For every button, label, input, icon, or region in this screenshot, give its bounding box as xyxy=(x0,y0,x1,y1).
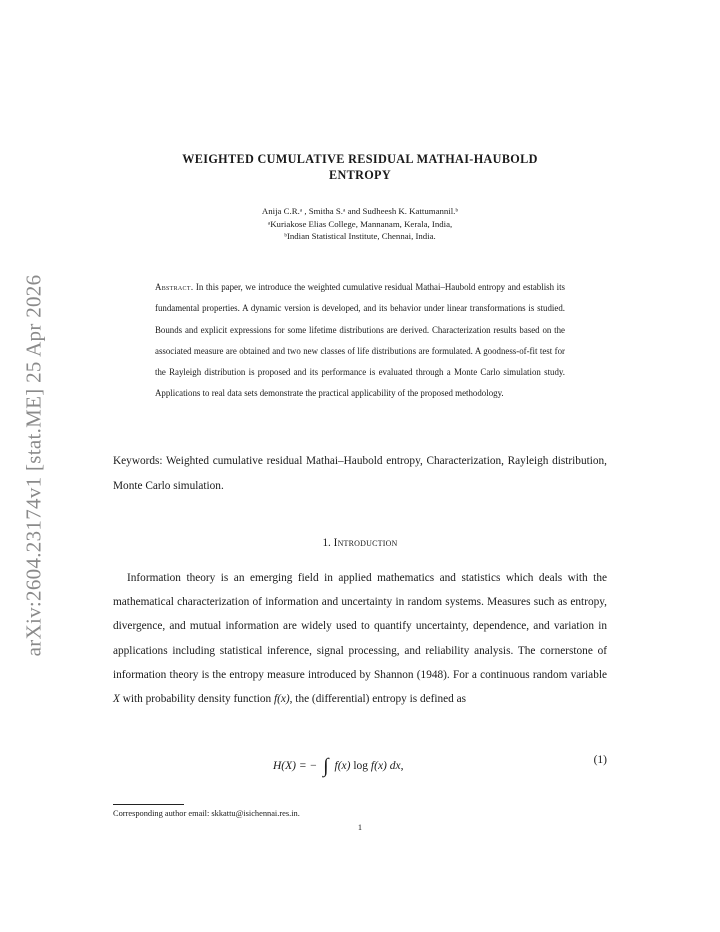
arxiv-identifier: arXiv:2604.23174v1 [stat.ME] 25 Apr 2026 xyxy=(21,274,46,656)
intro-paragraph xyxy=(113,566,607,711)
equation-lhs: H(X) = − xyxy=(273,760,318,772)
title-line-1: WEIGHTED CUMULATIVE RESIDUAL MATHAI-HAUBOLD xyxy=(182,152,538,166)
author-block xyxy=(113,205,607,243)
section-title: Introduction xyxy=(333,537,398,549)
equation-number: (1) xyxy=(593,754,607,766)
equation-1 xyxy=(113,748,607,778)
affiliation-b: ᵇIndian Statistical Institute, Chennai, India. xyxy=(284,231,436,242)
equation-fx-dx: f(x) dx, xyxy=(370,760,404,772)
arxiv-identifier-sidebar xyxy=(14,250,54,680)
footnote-divider xyxy=(113,804,184,805)
author-names: Anija C.R.ᵃ , Smitha S.ᵃ and Sudheesh K. Kattumannil.ᵇ xyxy=(261,206,459,216)
equation-log: log xyxy=(353,760,369,772)
title-line-2: ENTROPY xyxy=(328,167,392,182)
footnote: Corresponding author email: skkattu@isichennai.res.in. xyxy=(113,809,300,818)
section-heading xyxy=(113,537,607,549)
density-fx: f(x) xyxy=(273,693,290,706)
intro-text-1: Information theory is an emerging field in applied mathematics and statistics which deals with the mathematical characterization of information and uncertainty in random systems. Measures such as entropy, divergence, and mutual information are widely used to quantify uncertainty, dependence, and variation in applications including statistical inference, signal processing, and reliability analysis. The cornerstone of information theory is the entropy measure introduced by Shannon (1948). For a continuous random variable xyxy=(113,572,607,681)
page-number: 1 xyxy=(357,823,363,832)
abstract xyxy=(155,277,565,405)
keywords: Keywords: Weighted cumulative residual Mathai–Haubold entropy, Characterization, Rayleigh distribution, Monte Carlo simulation. xyxy=(113,455,607,492)
variable-x: X xyxy=(113,693,120,706)
equation-formula xyxy=(273,752,404,775)
intro-text-2: with probability density function xyxy=(119,693,274,706)
abstract-label: Abstract. xyxy=(155,282,194,292)
affiliation-a: ᵃKuriakose Elias College, Mannanam, Kerala, India, xyxy=(267,218,453,229)
paper-title xyxy=(113,152,607,183)
equation-f: f(x) xyxy=(334,760,351,772)
integral-sign: ∫ xyxy=(323,755,329,777)
abstract-text: In this paper, we introduce the weighted cumulative residual Mathai–Haubold entropy and establish its fundamental properties. A dynamic version is developed, and its behavior under linear transformations is studied. Bounds and explicit expressions for some lifetime distributions are derived. Characterization results based on the associated measure are obtained and two new classes of life distributions are formulated. A goodness-of-fit test for the Rayleigh distribution is proposed and its performance is evaluated through a Monte Carlo simulation study. Applications to real data sets demonstrate the practical applicability of the proposed methodology. xyxy=(155,282,565,399)
intro-text-3: , the (differential) entropy is defined as xyxy=(289,693,467,706)
section-number: 1. xyxy=(322,537,331,549)
